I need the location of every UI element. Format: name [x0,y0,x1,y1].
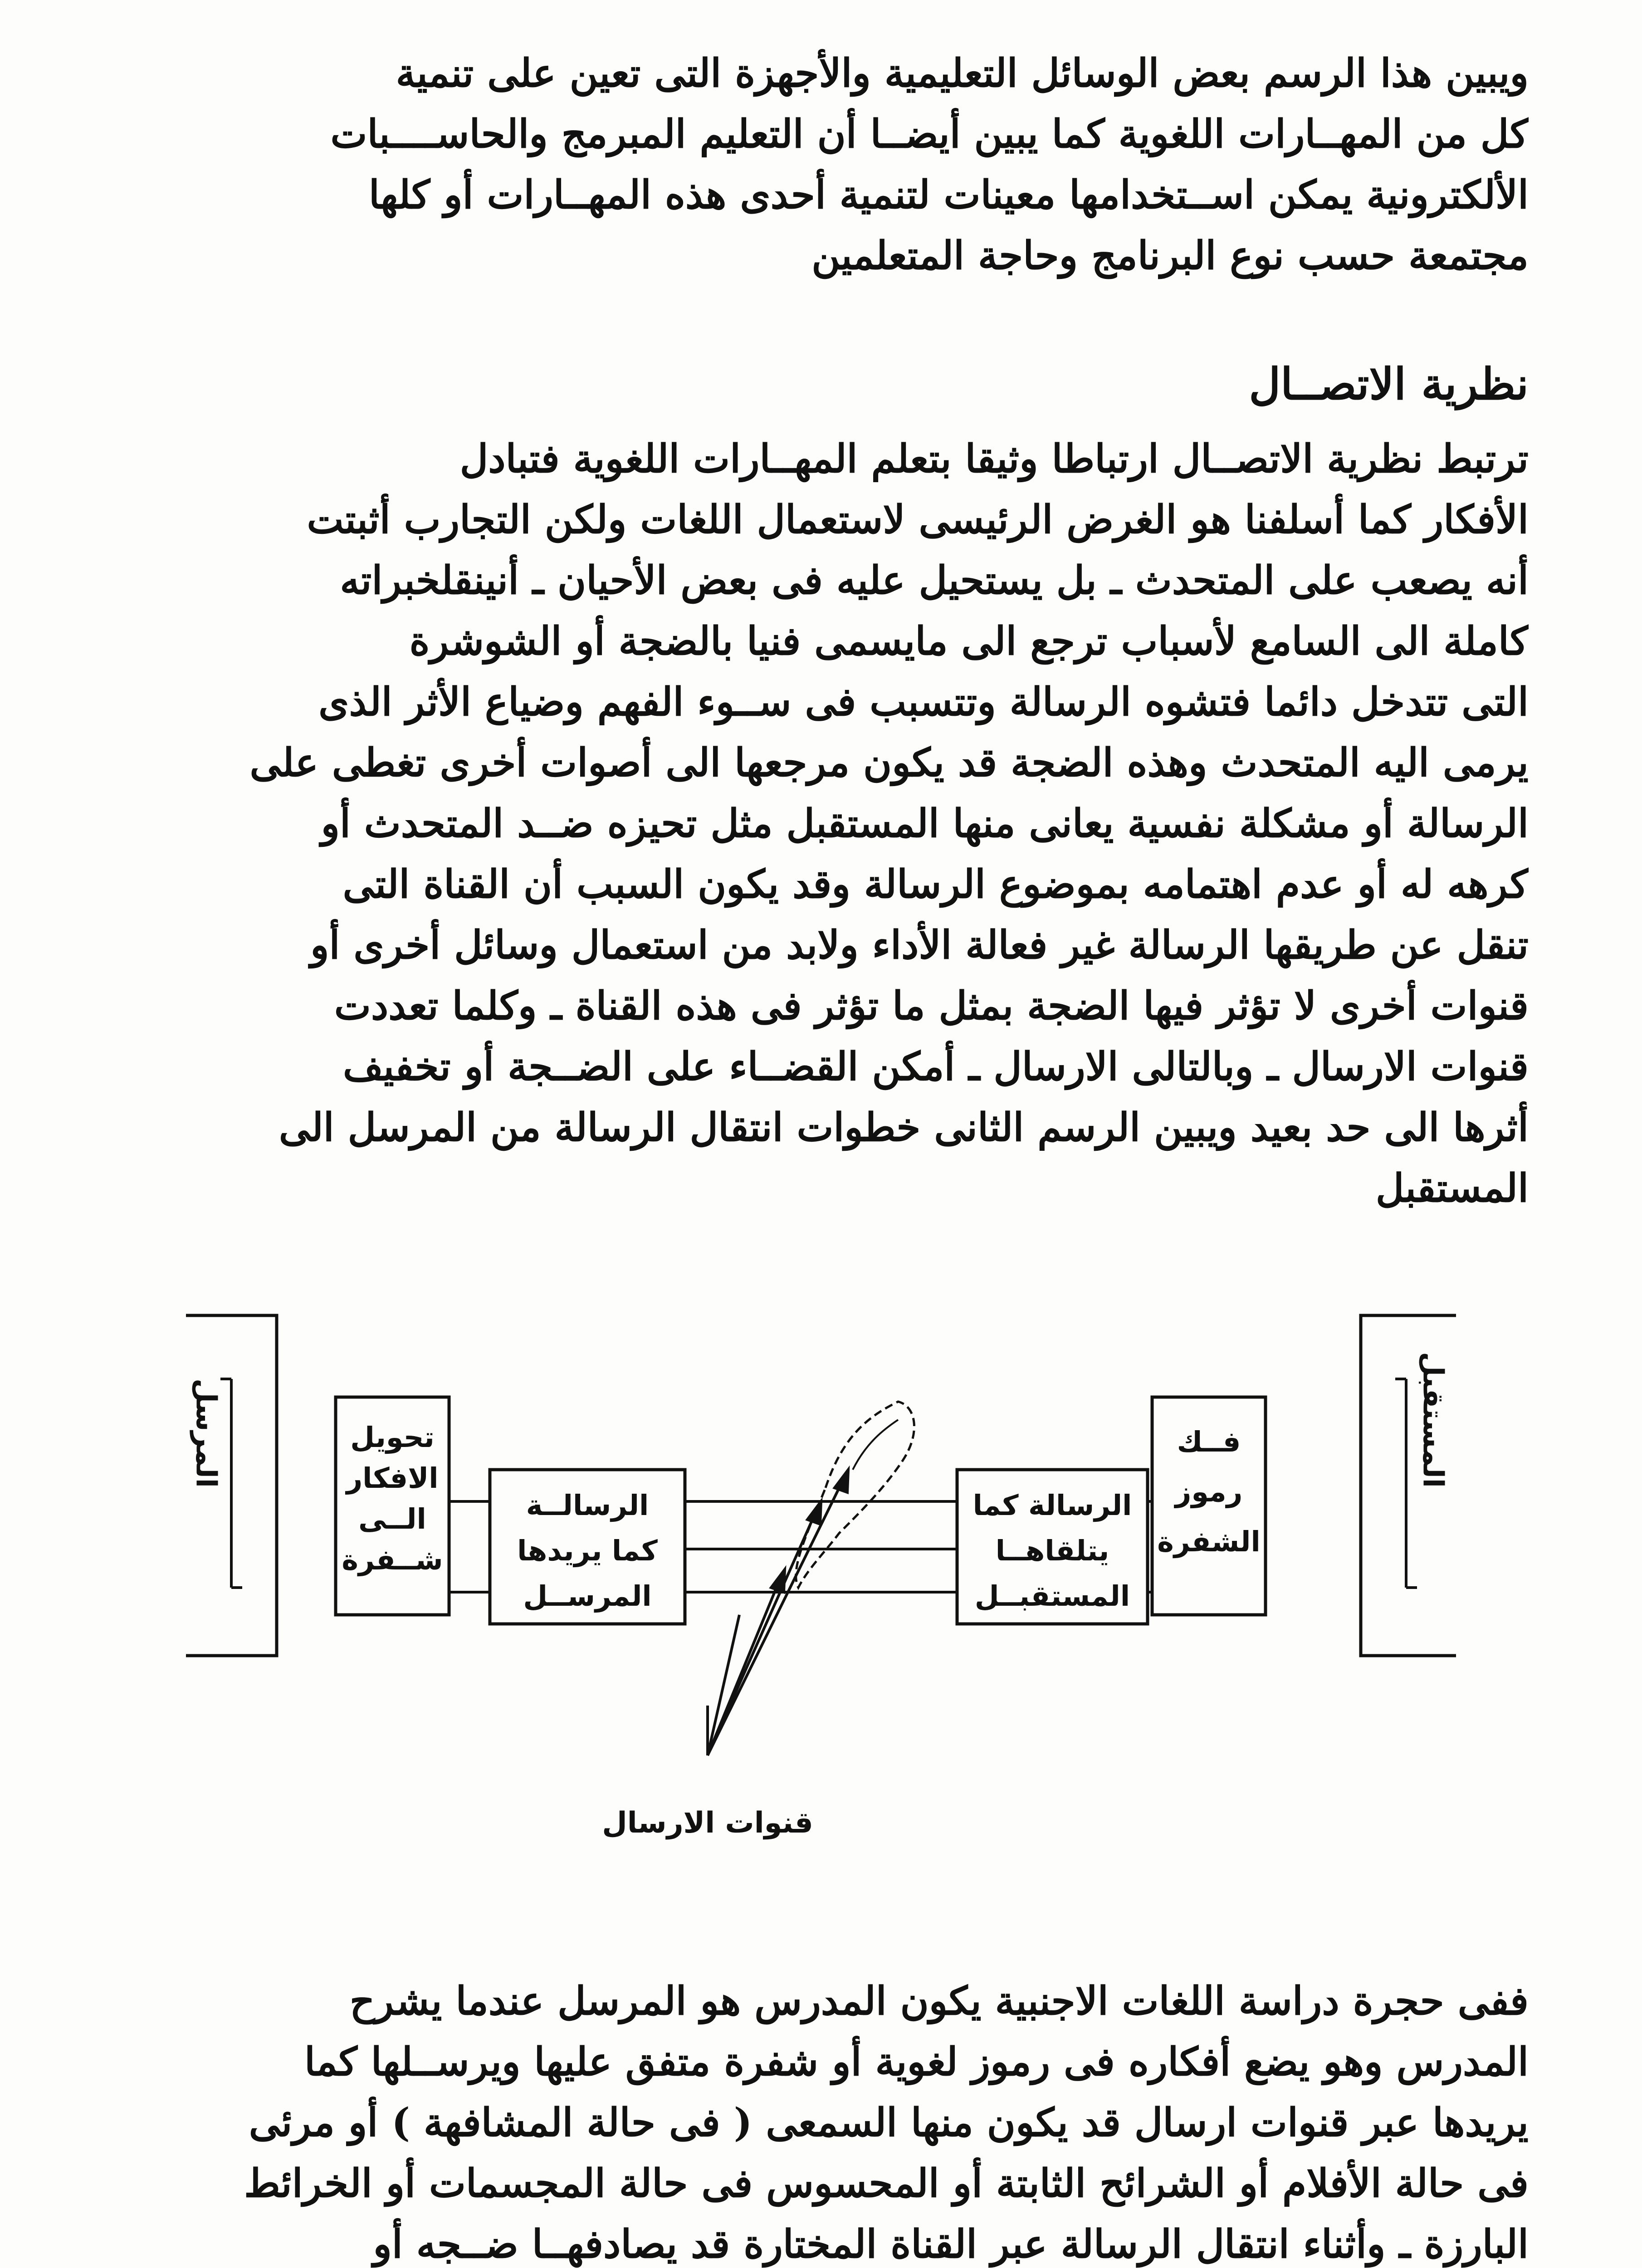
text-line: المدرس وهو يضع أفكاره فى رموز لغوية أو شفرة متفق عليها ويرســلها كما [304,2039,1529,2085]
encode-text: الافكار [346,1461,439,1495]
text-line: الرسالة أو مشكلة نفسية يعانى منها المستقبل مثل تحيزه ضــد المتحدث أو [321,801,1529,846]
paragraph-communication-theory [122,429,1529,1219]
message-received-text: المستقبــل [974,1579,1130,1613]
text-line: يرمى اليه المتحدث وهذه الضجة قد يكون مرجعها الى أصوات أخرى تغطى على [249,740,1529,786]
sender-label: المرسل [190,1378,223,1488]
paragraph-intro [122,43,1529,286]
text-line: كل من المهــارات اللغوية كما يبين أيضــا أن التعليم المبرمج والحاســــبات [330,111,1529,157]
noise-arrows [708,1470,848,1755]
noise-cloud [796,1402,914,1588]
diagram-caption: قنوات الارسال [602,1806,813,1840]
decode-text: الشفرة [1157,1525,1261,1558]
text-line: كاملة الى السامع لأسباب ترجع الى مايسمى فنيا بالضجة أو الشوشرة [409,618,1529,664]
message-received-text: الرسالة كما [972,1489,1132,1522]
text-line: قنوات الارسال ـ وبالتالى الارسال ـ أمكن القضــاء على الضــجة أو تخفيف [342,1044,1529,1090]
text-line: فى حالة الأفلام أو الشرائح الثابتة أو المحسوس فى حالة المجسمات أو الخرائط [244,2160,1529,2206]
text-line: يريدها عبر قنوات ارسال قد يكون منها السمعى ( فى حالة المشافهة ) أو مرئى [249,2100,1529,2146]
encode-text: شــفرة [342,1543,443,1576]
sender-bracket [220,1379,242,1588]
text-line: مجتمعة حسب نوع البرنامج وحاجة المتعلمين [811,233,1529,279]
text-line: تنقل عن طريقها الرسالة غير فعالة الأداء ولابد من استعمال وسائل أخرى أو [310,922,1529,968]
decode-text: رموز [1175,1475,1243,1508]
decode-text: فــك [1177,1425,1241,1458]
text-line: المستقبل [1375,1165,1529,1211]
text-line: أنه يصعب على المتحدث ـ بل يستحيل عليه فى بعض الأحيان ـ أنينقلخبراته [340,557,1529,603]
text-line: الأفكار كما أسلفنا هو الغرض الرئيسى لاستعمال اللغات ولكن التجارب أثبتت [307,497,1529,543]
text-line: قنوات أخرى لا تؤثر فيها الضجة بمثل ما تؤثر فى هذه القناة ـ وكلما تعددت [334,983,1529,1029]
encode-text: الــى [358,1502,426,1535]
text-line: الألكترونية يمكن اســتخدامها معينات لتنمية أحدى هذه المهــارات أو كلها [368,172,1529,218]
message-sent-text: الرسالــة [526,1489,649,1522]
text-line: ففى حجرة دراسة اللغات الاجنبية يكون المدرس هو المرسل عندما يشرح [349,1978,1529,2024]
text-line: ويبين هذا الرسم بعض الوسائل التعليمية والأجهزة التى تعين على تنمية [396,50,1529,96]
text-line: البارزة ـ وأثناء انتقال الرسالة عبر القناة المختارة قد يصادفهــا ضــجه أو [373,2221,1529,2267]
receiver-bracket [1395,1379,1417,1588]
paragraph-classroom-example [122,1971,1529,2268]
receiver-label: المستقبل [1417,1352,1450,1488]
section-heading: نظرية الاتصــال [1249,358,1529,410]
text-line: التى تتدخل دائما فتشوه الرسالة وتتسبب فى ســوء الفهم وضياع الأثر الذى [318,679,1529,725]
text-line: كرهه له أو عدم اهتمامه بموضوع الرسالة وقد يكون السبب أن القناة التى [342,861,1529,907]
text-line: أثرها الى حد بعيد ويبين الرسم الثانى خطوات انتقال الرسالة من المرسل الى [279,1105,1529,1150]
text-line: ترتبط نظرية الاتصــال ارتباطا وثيقا بتعلم المهــارات اللغوية فتبادل [459,436,1529,482]
message-sent-text: المرســل [523,1579,652,1613]
message-received-text: يتلقاهــا [995,1534,1109,1567]
message-sent-text: كما يريدها [517,1534,658,1567]
encode-text: تحويل [350,1421,435,1454]
communication-diagram [172,1297,1470,1887]
